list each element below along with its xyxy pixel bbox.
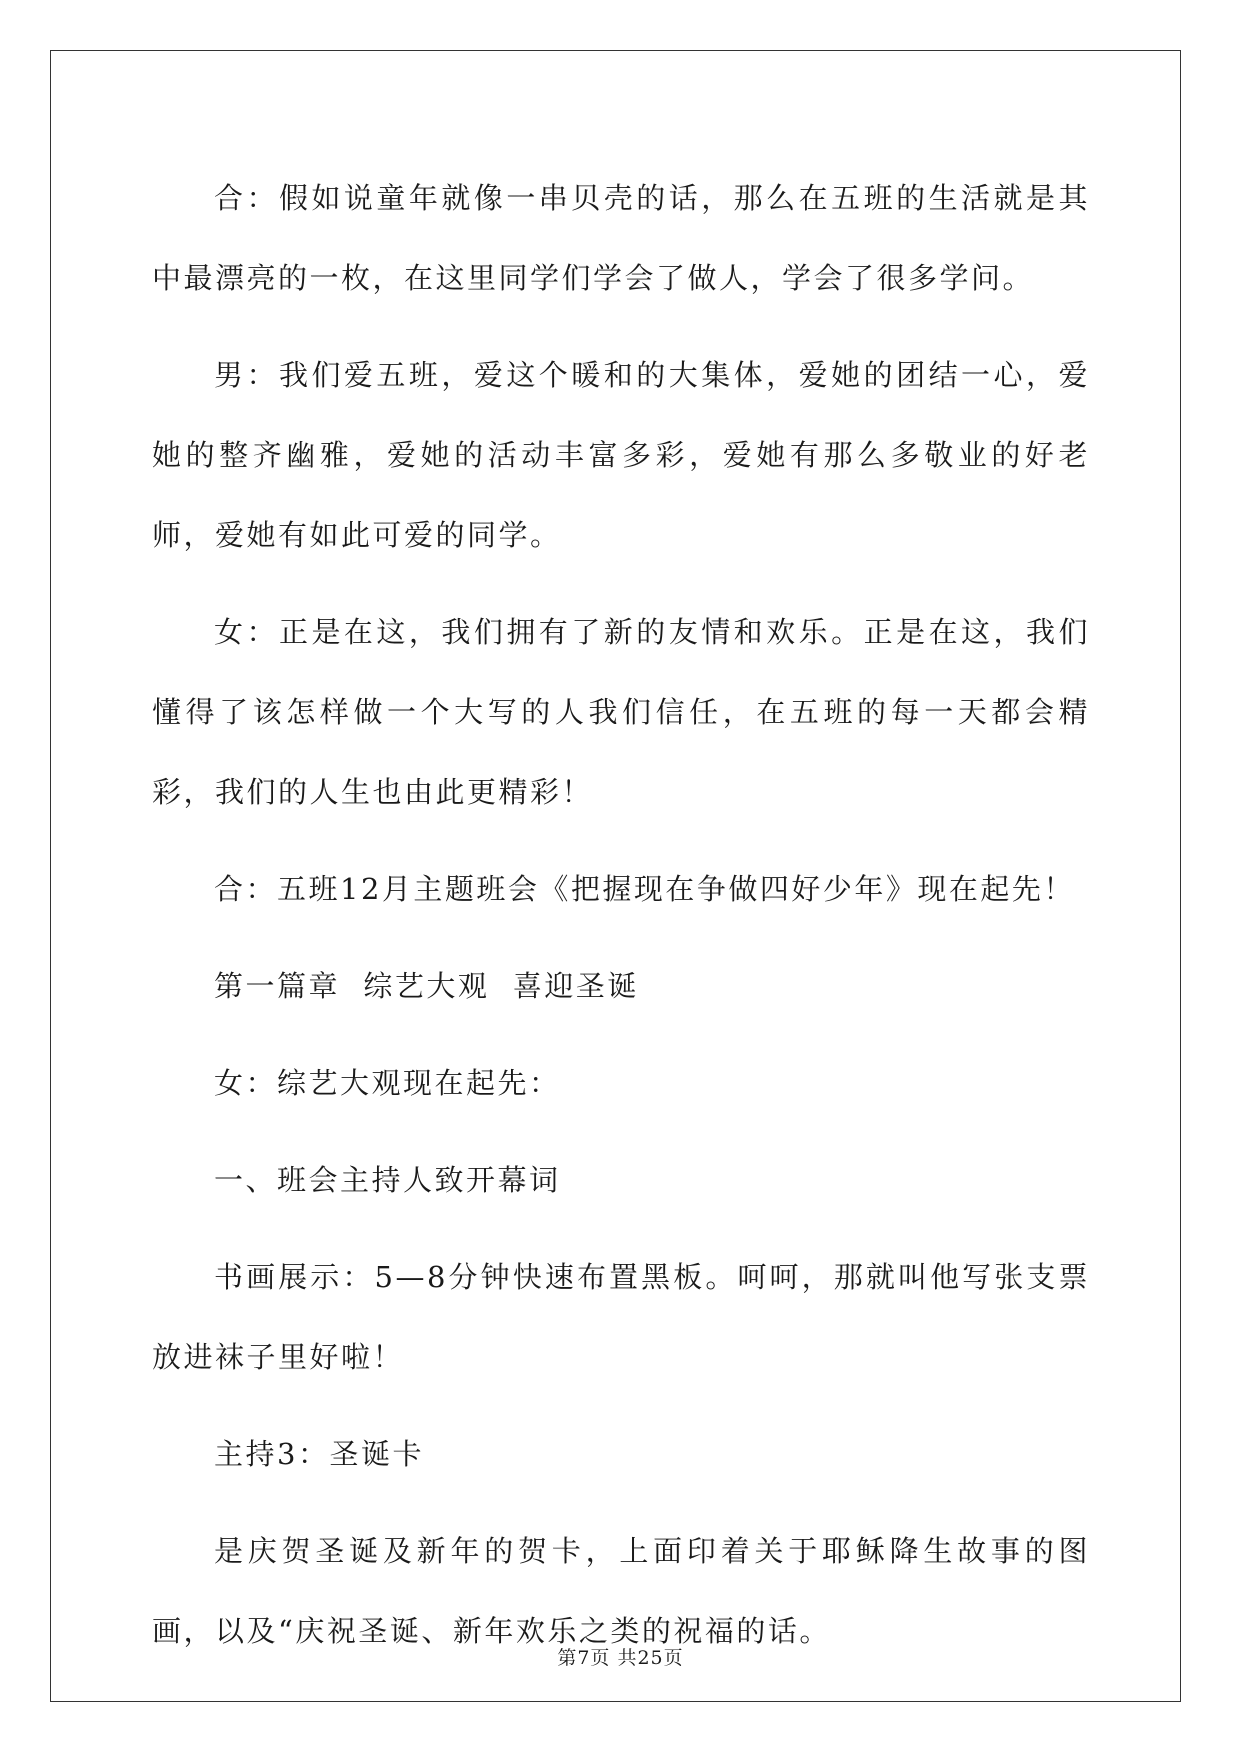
paragraph-girl-speech: 女：正是在这，我们拥有了新的友情和欢乐。正是在这，我们懂得了该怎样做一个大写的人我们信任，在五班的每一天都会精彩，我们的人生也由此更精彩！: [152, 615, 1090, 809]
paragraph-host-3: 主持3：圣诞卡: [214, 1437, 424, 1471]
document-body: [152, 158, 1090, 1671]
page-number-footer: 第7页 共25页: [557, 1647, 684, 1669]
paragraph-girl-start: 女：综艺大观现在起先：: [214, 1066, 561, 1100]
paragraph-calligraphy-show: 书画展示：5—8分钟快速布置黑板。呵呵，那就叫他写张支票放进袜子里好啦！: [152, 1260, 1090, 1374]
paragraph-christmas-card: 是庆贺圣诞及新年的贺卡，上面印着关于耶稣降生故事的图画，以及“庆祝圣诞、新年欢乐之类的祝福的话。: [152, 1534, 1090, 1648]
paragraph-chorus-intro: 合：假如说童年就像一串贝壳的话，那么在五班的生活就是其中最漂亮的一枚，在这里同学们学会了做人，学会了很多学问。: [152, 181, 1090, 295]
list-item-opening-speech: 一、班会主持人致开幕词: [214, 1163, 561, 1197]
paragraph-boy-speech: 男：我们爱五班，爱这个暖和的大集体，爱她的团结一心，爱她的整齐幽雅，爱她的活动丰富多彩，爱她有那么多敬业的好老师，爱她有如此可爱的同学。: [152, 358, 1090, 552]
chapter-heading: 第一篇章 综艺大观 喜迎圣诞: [214, 969, 639, 1003]
paragraph-chorus-opening: 合：五班12月主题班会《把握现在争做四好少年》现在起先！: [214, 872, 1075, 906]
